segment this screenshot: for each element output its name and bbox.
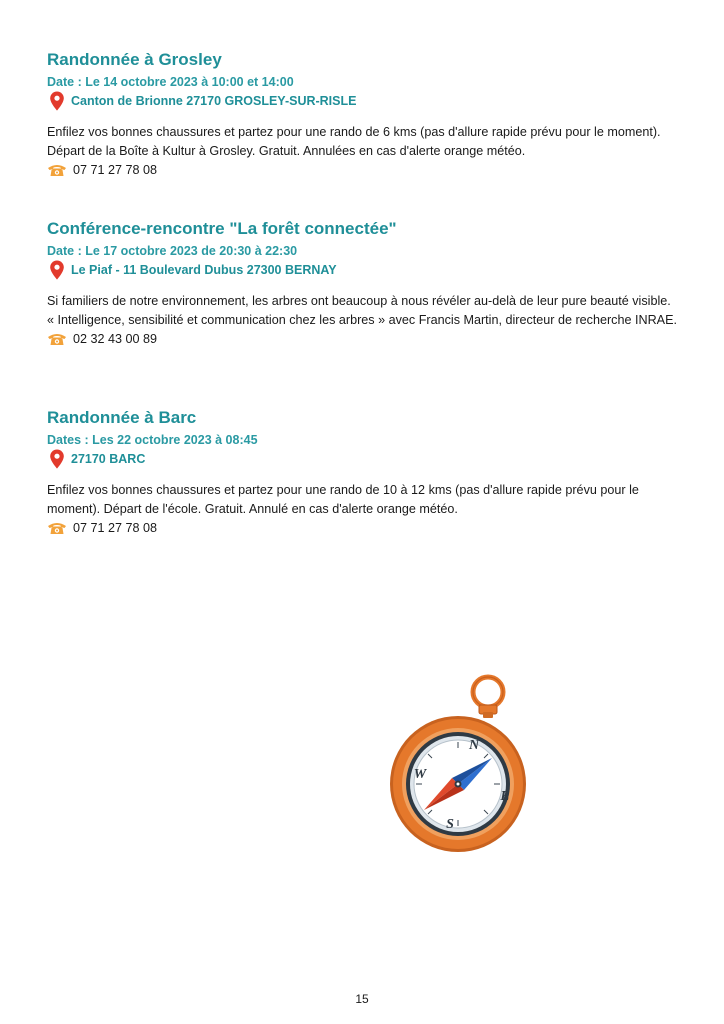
event-card: [47, 218, 677, 348]
phone-icon: [47, 521, 67, 535]
phone-number[interactable]: 07 71 27 78 08: [73, 521, 158, 535]
event-date: Date : Le 14 octobre 2023 à 10:00 et 14:00: [47, 75, 294, 89]
event-title: Randonnée à Barc: [47, 408, 197, 427]
event-description: Si familiers de notre environnement, les arbres ont beaucoup à nous révéler au-delà de leur pure beauté visible. « Intelligence, sensibilité et communication chez les arbres » avec Francis Martin, directeur de recherche INRAE.: [47, 294, 677, 327]
event-location: [47, 91, 677, 111]
location-text: Canton de Brionne 27170 GROSLEY-SUR-RISLE: [71, 94, 357, 108]
event-phone: [47, 161, 677, 179]
location-text: Le Piaf - 11 Boulevard Dubus 27300 BERNAY: [71, 263, 337, 277]
compass-south-label: S: [446, 817, 454, 832]
event-phone: [47, 519, 677, 537]
event-title: Conférence-rencontre "La forêt connectée": [47, 219, 397, 238]
event-description: Enfilez vos bonnes chaussures et partez pour une rando de 10 à 12 kms (pas d'allure rapide prévu pour le moment). Départ de l'école. Gratuit. Annulé en cas d'alerte orange météo.: [47, 483, 639, 516]
event-date: Dates : Les 22 octobre 2023 à 08:45: [47, 433, 258, 447]
event-title: Randonnée à Grosley: [47, 50, 222, 69]
page-number: 15: [355, 992, 369, 1006]
location-pin-icon: [49, 449, 65, 469]
phone-number[interactable]: 02 32 43 00 89: [73, 332, 158, 346]
phone-icon: [47, 163, 67, 177]
event-card: [47, 49, 677, 179]
compass-ring-icon: [473, 677, 503, 718]
compass-west-label: W: [413, 767, 427, 782]
event-location: [47, 260, 677, 280]
phone-number[interactable]: 07 71 27 78 08: [73, 163, 158, 177]
event-card: [47, 407, 677, 537]
compass-illustration: [388, 672, 528, 858]
event-phone: [47, 330, 677, 348]
compass-north-label: N: [468, 738, 480, 753]
compass-east-label: E: [500, 789, 510, 804]
event-date: Date : Le 17 octobre 2023 de 20:30 à 22:30: [47, 244, 298, 258]
event-location: [47, 449, 677, 469]
event-description: Enfilez vos bonnes chaussures et partez pour une rando de 6 kms (pas d'allure rapide prévu pour le moment). Départ de la Boîte à Kultur à Grosley. Gratuit. Annulées en cas d'alerte orange météo.: [47, 125, 661, 158]
location-pin-icon: [49, 91, 65, 111]
compass-body-icon: [390, 716, 526, 852]
location-pin-icon: [49, 260, 65, 280]
location-text: 27170 BARC: [71, 452, 146, 466]
phone-icon: [47, 332, 67, 346]
